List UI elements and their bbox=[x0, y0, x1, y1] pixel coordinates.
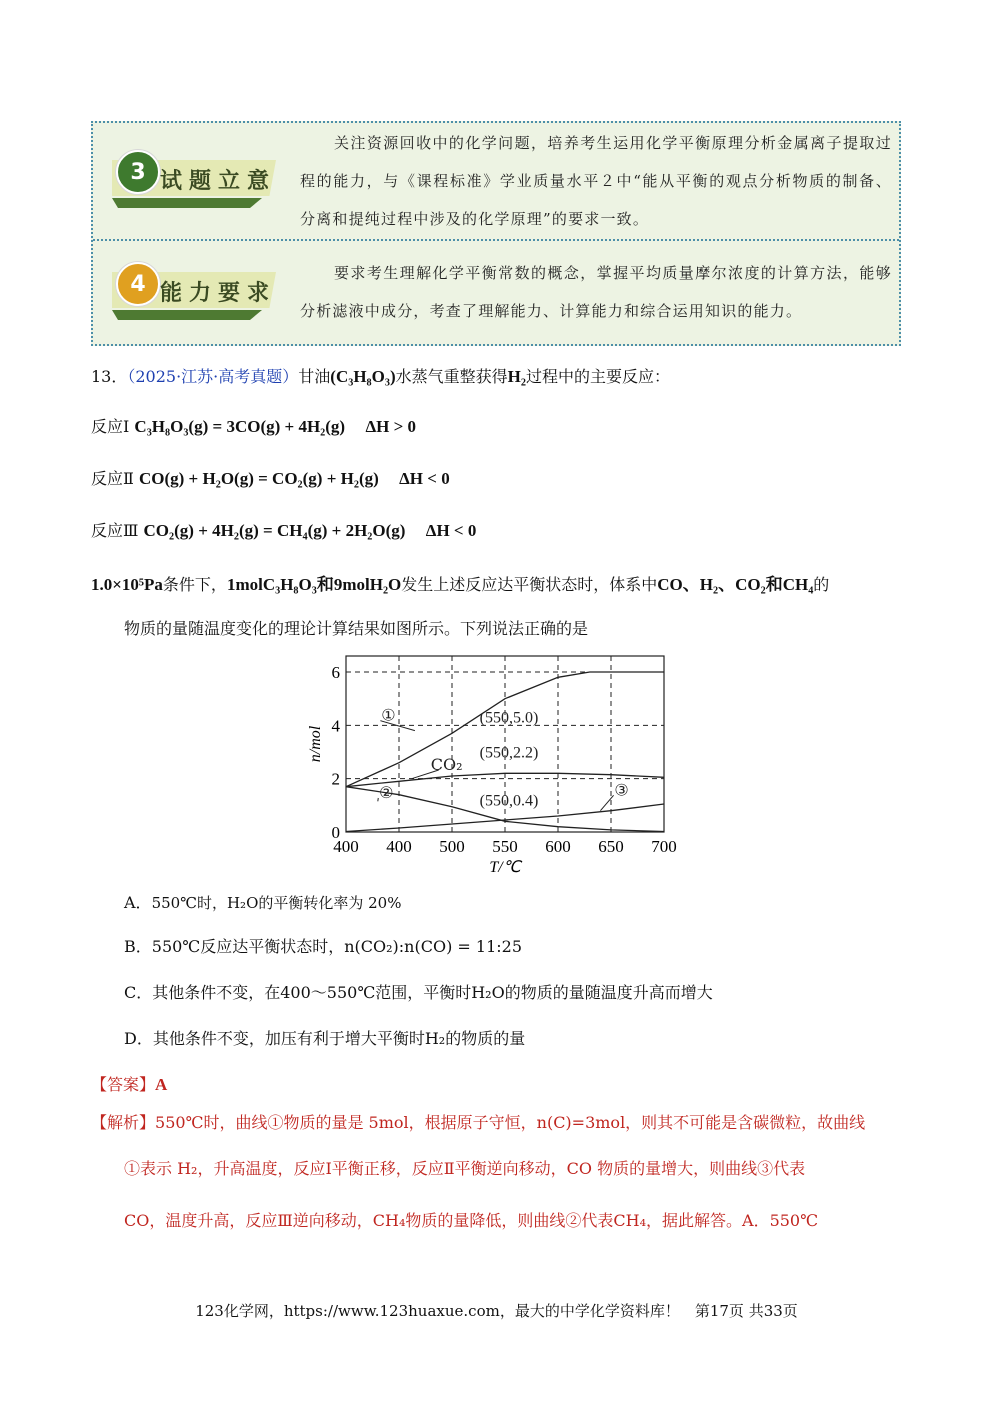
answer-value: A bbox=[155, 1075, 168, 1094]
option-letter: A． bbox=[124, 893, 152, 912]
series-label-3: ② bbox=[379, 783, 394, 802]
series-leader-line bbox=[600, 795, 613, 810]
series-label-4: ③ bbox=[614, 780, 629, 800]
analysis-line-1 bbox=[91, 1110, 865, 1133]
y-tick-label: 4 bbox=[331, 716, 340, 736]
option-a[interactable] bbox=[124, 890, 401, 913]
glycerol-formula: (C₃H₈O₃) bbox=[330, 367, 396, 386]
reaction-enthalpy: ΔH < 0 bbox=[399, 469, 450, 488]
badge-4-number: 4 bbox=[116, 262, 160, 306]
option-c[interactable] bbox=[124, 980, 713, 1003]
question-intro-a: 甘油 bbox=[298, 367, 331, 386]
badge-3-title: 试题立意 bbox=[160, 169, 277, 194]
x-tick-label: 700 bbox=[651, 837, 677, 856]
x-tick-label: 600 bbox=[545, 837, 571, 856]
reaction-equation: CO₂(g) + 4H₂(g) = CH₄(g) + 2H₂O(g) bbox=[143, 521, 406, 540]
question-stem bbox=[91, 364, 670, 387]
reaction-equation: C₃H₈O₃(g) = 3CO(g) + 4H₂(g) bbox=[134, 417, 346, 436]
question-intro-c: 过程中的主要反应： bbox=[525, 367, 670, 386]
badge-3-number: 3 bbox=[116, 150, 160, 194]
reaction-label: 反应Ⅱ bbox=[91, 469, 134, 488]
x-tick-label: 500 bbox=[439, 837, 465, 856]
badge-4-underline bbox=[112, 310, 262, 320]
y-tick-label: 6 bbox=[331, 663, 340, 682]
point-annotation: (550,2.2) bbox=[479, 744, 539, 762]
reaction-3 bbox=[91, 518, 476, 541]
option-letter: C． bbox=[124, 983, 153, 1002]
series-label-1: ① bbox=[381, 705, 396, 725]
condition-c: 的 bbox=[813, 575, 830, 594]
answer-line bbox=[91, 1072, 167, 1095]
analysis-text-1: 550℃时，曲线①物质的量是 5mol，根据原子守恒，n(C)=3mol，则其不可能是含碳微粒，故曲线 bbox=[155, 1113, 866, 1132]
page-footer: 123化学网，https://www.123huaxue.com，最大的中学化学资料库！ 第17页 共33页 bbox=[195, 1302, 798, 1320]
badge-3-underline bbox=[112, 198, 262, 208]
condition-b: 发生上述反应达平衡状态时，体系中 bbox=[401, 575, 658, 594]
pressure: 1.0×10⁵Pa bbox=[91, 575, 163, 594]
equilibrium-chart bbox=[300, 648, 700, 878]
option-text: 550℃反应达平衡状态时，n(CO₂):n(CO) = 11:25 bbox=[151, 937, 522, 956]
x-axis-label: T/℃ bbox=[489, 859, 521, 876]
x-tick-label: 550 bbox=[492, 837, 518, 856]
option-letter: D． bbox=[124, 1029, 153, 1048]
option-d[interactable] bbox=[124, 1026, 525, 1049]
option-text: 其他条件不变，在400～550℃范围，平衡时H₂O的物质的量随温度升高而增大 bbox=[152, 983, 713, 1002]
species: CO、H₂、CO₂和CH₄ bbox=[657, 575, 814, 594]
option-letter: B． bbox=[124, 937, 152, 956]
info-divider bbox=[93, 239, 899, 241]
analysis-label: 【解析】 bbox=[91, 1113, 156, 1132]
y-tick-label: 0 bbox=[331, 823, 340, 842]
question-intro-b: 水蒸气重整获得 bbox=[395, 367, 508, 386]
reaction-label: 反应Ⅰ bbox=[91, 417, 130, 436]
x-tick-label: 400 bbox=[386, 837, 412, 856]
point-annotation: (550,5.0) bbox=[479, 709, 539, 727]
analysis-line-3: CO，温度升高，反应Ⅲ逆向移动，CH₄物质的量降低，则曲线②代表CH₄，据此解答。A．550℃ bbox=[124, 1211, 819, 1230]
h2-formula: H₂ bbox=[507, 367, 526, 386]
option-b[interactable] bbox=[124, 934, 522, 957]
reaction-1 bbox=[91, 414, 416, 437]
badge-3 bbox=[112, 156, 282, 216]
option-text: 550℃时，H₂O的平衡转化率为 20% bbox=[151, 894, 402, 912]
reaction-equation: CO(g) + H₂O(g) = CO₂(g) + H₂(g) bbox=[138, 469, 379, 488]
reactants: 1molC₃H₈O₃和9molH₂O bbox=[226, 575, 402, 594]
section4-text: 要求考生理解化学平衡常数的概念，掌握平均质量摩尔浓度的计算方法，能够分析滤液中成分，考查了理解能力、计算能力和综合运用知识的能力。 bbox=[300, 264, 892, 320]
stem-line-2: 物质的量随温度变化的理论计算结果如图所示。下列说法正确的是 bbox=[124, 619, 589, 638]
section3-text: 关注资源回收中的化学问题，培养考生运用化学平衡原理分析金属离子提取过程的能力，与《课程标准》学业质量水平２中“能从平衡的观点分析物质的制备、分离和提纯过程中涉及的化学原理”的要求一致。 bbox=[300, 134, 892, 228]
x-tick-label: 400 bbox=[333, 837, 359, 856]
point-annotation: (550,0.4) bbox=[479, 792, 539, 810]
question-source: （2025·江苏·高考真题） bbox=[127, 367, 299, 386]
condition-a: 条件下， bbox=[162, 575, 227, 594]
reaction-label: 反应Ⅲ bbox=[91, 521, 139, 540]
answer-label: 【答案】 bbox=[91, 1075, 156, 1094]
badge-4-title: 能力要求 bbox=[160, 281, 277, 306]
reaction-2 bbox=[91, 466, 450, 489]
y-tick-label: 2 bbox=[331, 769, 340, 789]
analysis-line-2: ①表示 H₂，升高温度，反应Ⅰ平衡正移，反应Ⅱ平衡逆向移动，CO 物质的量增大，则曲线③代表 bbox=[124, 1159, 806, 1178]
question-number: 13． bbox=[91, 367, 128, 386]
badge-4 bbox=[112, 268, 282, 328]
y-axis-label: n/mol bbox=[307, 725, 324, 763]
series-label-2: CO₂ bbox=[430, 755, 463, 774]
option-text: 其他条件不变，加压有利于增大平衡时H₂的物质的量 bbox=[152, 1029, 526, 1048]
x-tick-label: 650 bbox=[598, 837, 624, 856]
reaction-enthalpy: ΔH > 0 bbox=[365, 417, 417, 436]
condition-line bbox=[91, 570, 829, 595]
reaction-enthalpy: ΔH < 0 bbox=[425, 521, 477, 540]
